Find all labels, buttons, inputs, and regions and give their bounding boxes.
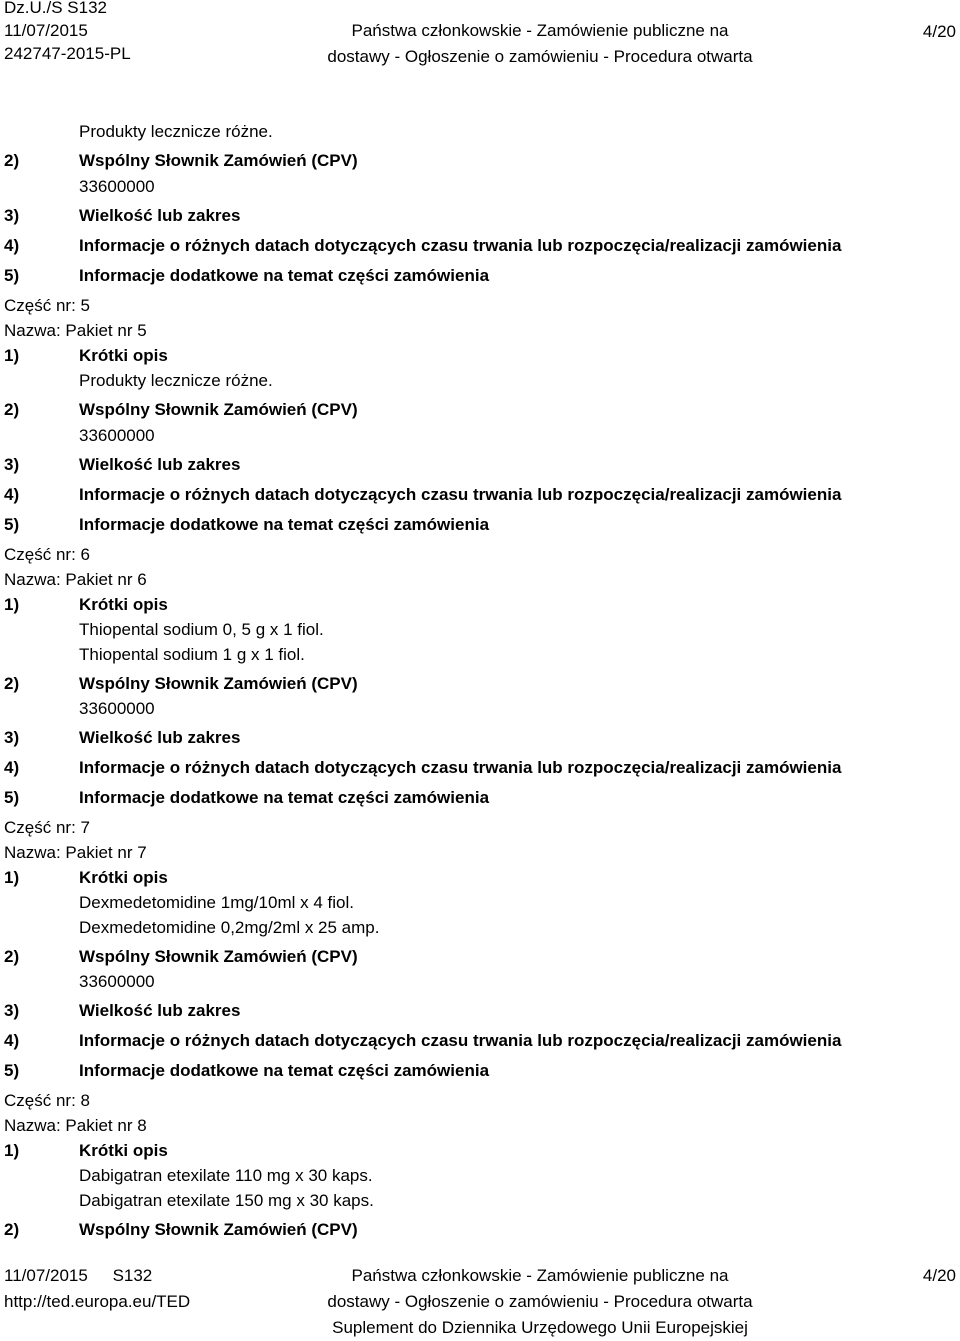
footer-date: 11/07/2015 [4,1266,88,1285]
lot6-name: Nazwa: Pakiet nr 6 [4,570,147,589]
page-footer [0,1262,960,1337]
lot7-name: Nazwa: Pakiet nr 7 [4,843,147,862]
footer-title [240,1263,840,1341]
footer-url[interactable]: http://ted.europa.eu/TED [4,1292,191,1311]
lot5-part-number: Część nr: 5 [4,296,90,315]
lot7-part-number: Część nr: 7 [4,818,90,837]
header-title-line2: dostawy - Ogłoszenie o zamówieniu - Procedura otwarta [327,47,753,66]
lot8-part-number: Część nr: 8 [4,1091,90,1110]
lot5-name: Nazwa: Pakiet nr 5 [4,321,147,340]
notice-id: 242747-2015-PL [4,44,131,63]
journal-ref: Dz.U./S S132 [4,0,107,17]
header-title [240,18,840,70]
footer-issue: S132 [112,1266,153,1285]
lot6-part-number: Część nr: 6 [4,545,90,564]
lot8-name: Nazwa: Pakiet nr 8 [4,1116,147,1135]
footer-date-issue [4,1263,190,1289]
footer-title-line3: Suplement do Dziennika Urzędowego Unii Europejskiej [332,1318,748,1337]
page-header [0,0,960,80]
footer-page-number: 4/20 [922,1266,956,1285]
footer-left [4,1263,190,1315]
header-title-line1: Państwa członkowskie - Zamówienie publiczne na [351,21,729,40]
footer-title-line2: dostawy - Ogłoszenie o zamówieniu - Procedura otwarta [327,1292,753,1311]
header-date: 11/07/2015 [4,21,88,40]
header-left [4,0,131,65]
footer-title-line1: Państwa członkowskie - Zamówienie publiczne na [351,1266,729,1285]
header-page-number: 4/20 [922,22,956,41]
